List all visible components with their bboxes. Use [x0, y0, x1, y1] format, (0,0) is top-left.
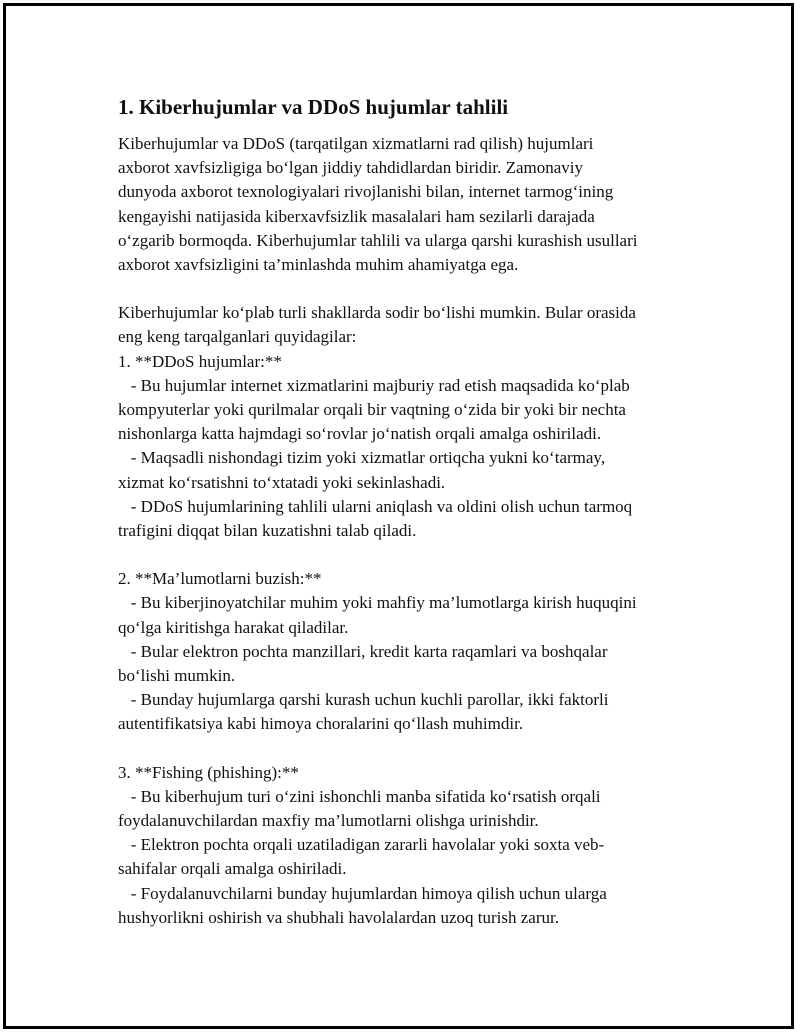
text-line: - Foydalanuvchilarni bunday hujumlardan himoya qilish uchun ularga — [118, 883, 607, 903]
text-line: 3. **Fishing (phishing):** — [118, 762, 299, 782]
text-line: sahifalar orqali amalga oshiriladi. — [118, 859, 347, 879]
text-line: kompyuterlar yoki qurilmalar orqali bir vaqtning o‘zida bir yoki bir nechta — [118, 400, 626, 420]
text-line: 1. **DDoS hujumlar:** — [118, 351, 282, 371]
text-line: - Bular elektron pochta manzillari, kredit karta raqamlari va boshqalar — [118, 641, 608, 661]
text-line: - Elektron pochta orqali uzatiladigan zararli havolalar yoki soxta veb- — [118, 835, 605, 855]
text-line: dunyoda axborot texnologiyalari rivojlanishi bilan, internet tarmog‘ining — [118, 182, 614, 202]
text-line: qo‘lga kiritishga harakat qiladilar. — [118, 617, 349, 637]
text-line: axborot xavfsizligini ta’minlashda muhim ahamiyatga ega. — [118, 255, 519, 275]
text-line: 2. **Ma’lumotlarni buzish:** — [118, 569, 322, 589]
document-body — [118, 94, 698, 954]
text-line: - Maqsadli nishondagi tizim yoki xizmatlar ortiqcha yukni ko‘tarmay, — [118, 448, 606, 468]
text-line: nishonlarga katta hajmdagi so‘rovlar jo‘natish orqali amalga oshiriladi. — [118, 424, 602, 444]
text-line: eng keng tarqalganlari quyidagilar: — [118, 327, 357, 347]
text-line: o‘zgarib bormoqda. Kiberhujumlar tahlili va ularga qarshi kurashish usullari — [118, 230, 638, 250]
text-line: bo‘lishi mumkin. — [118, 666, 236, 686]
text-line: - Bu kiberhujum turi o‘zini ishonchli manba sifatida ko‘rsatish orqali — [118, 786, 601, 806]
text-line: foydalanuvchilardan maxfiy ma’lumotlarni olishga urinishdir. — [118, 811, 539, 831]
text-line: kengayishi natijasida kiberxavfsizlik masalalari ham sezilarli darajada — [118, 206, 595, 226]
text-line: xizmat ko‘rsatishni to‘xtatadi yoki sekinlashadi. — [118, 472, 446, 492]
text-line: autentifikatsiya kabi himoya choralarini qo‘llash muhimdir. — [118, 714, 524, 734]
text-line: - DDoS hujumlarining tahlili ularni aniqlash va oldini olish uchun tarmoq — [118, 496, 633, 516]
section-ddos — [118, 301, 698, 543]
text-line: - Bu kiberjinoyatchilar muhim yoki mahfiy ma’lumotlarga kirish huquqini — [118, 593, 637, 613]
text-line: hushyorlikni oshirish va shubhali havolalardan uzoq turish zarur. — [118, 907, 559, 927]
text-line: axborot xavfsizligiga bo‘lgan jiddiy tahdidlardan biridir. Zamonaviy — [118, 158, 584, 178]
text-line: trafigini diqqat bilan kuzatishni talab qiladi. — [118, 521, 417, 541]
text-line: Kiberhujumlar ko‘plab turli shakllarda sodir bo‘lishi mumkin. Bular orasida — [118, 303, 636, 323]
intro-paragraph — [118, 132, 698, 277]
section-data-breach — [118, 567, 698, 736]
text-line: - Bunday hujumlarga qarshi kurash uchun kuchli parollar, ikki faktorli — [118, 690, 609, 710]
document-title: 1. Kiberhujumlar va DDoS hujumlar tahlili — [118, 95, 509, 119]
section-phishing — [118, 761, 698, 930]
text-line: - Bu hujumlar internet xizmatlarini majburiy rad etish maqsadida ko‘plab — [118, 375, 630, 395]
text-line: Kiberhujumlar va DDoS (tarqatilgan xizmatlarni rad qilish) hujumlari — [118, 134, 594, 153]
